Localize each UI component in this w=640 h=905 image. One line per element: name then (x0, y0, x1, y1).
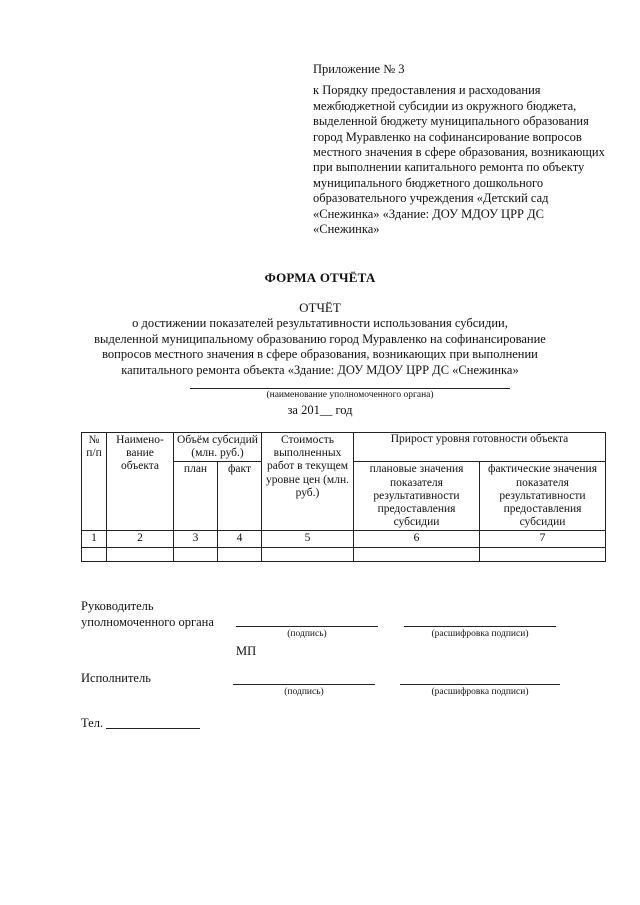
annex-title: Приложение № 3 (313, 62, 405, 76)
annex-line: город Муравленко на софинансирование вопросов (313, 129, 582, 144)
col-number: 6 (354, 531, 480, 547)
header-fact: факт (218, 462, 262, 531)
col-number: 4 (218, 531, 262, 547)
table-cell[interactable] (82, 547, 107, 561)
subtitle-line: вопросов местного значения в сфере образования, возникающих при выполнении (102, 347, 538, 362)
col-number: 3 (174, 531, 218, 547)
subtitle-line: о достижении показателей результативности использования субсидии, (132, 316, 508, 330)
executor-label: Исполнитель (81, 671, 151, 685)
annex-line: «Снежинка» (313, 222, 380, 237)
header-cost: Стоимость выполненных работ в текущем уровне цен (млн. руб.) (262, 433, 354, 531)
head-decoding-caption: (расшифровка подписи) (431, 629, 529, 639)
table-cell[interactable] (480, 547, 606, 561)
phone-label: Тел. (81, 716, 104, 730)
col-number: 7 (480, 531, 606, 547)
header-volume: Объём субсидий (млн. руб.) (174, 433, 262, 462)
head-signature-caption: (подпись) (287, 629, 327, 639)
organ-name-caption: (наименование уполномоченного органа) (266, 390, 434, 400)
phone-line[interactable] (106, 728, 200, 729)
subtitle-line: капитального ремонта объекта «Здание: ДОУ МДОУ ЦРР ДС «Снежинка» (121, 362, 519, 377)
header-planned-values: плановые значения показателя результативности предоставления субсидии (354, 462, 480, 531)
stamp-label: МП (236, 644, 257, 658)
subtitle-line: выделенной муниципальному образованию город Муравленко на софинансирование (94, 331, 546, 346)
report-year: за 201__ год (287, 403, 353, 417)
annex-line: муниципального бюджетного дошкольного (313, 175, 544, 190)
table-cell[interactable] (354, 547, 480, 561)
col-number: 5 (262, 531, 354, 547)
annex-line: межбюджетной субсидии из окружного бюджета, (313, 98, 577, 113)
annex-line: образовательного учреждения «Детский сад (313, 191, 549, 206)
executor-decoding-caption: (расшифровка подписи) (431, 687, 529, 697)
table-cell[interactable] (174, 547, 218, 561)
annex-line: выделенной бюджету муниципального образования (313, 114, 589, 129)
table-cell[interactable] (262, 547, 354, 561)
table-cell[interactable] (107, 547, 174, 561)
organ-name-line (190, 388, 510, 389)
report-title: ОТЧЁТ (299, 300, 341, 315)
header-growth: Прирост уровня готовности объекта (354, 433, 606, 462)
head-label-line: уполномоченного органа (81, 615, 214, 629)
head-decoding-line[interactable] (404, 626, 556, 627)
annex-line: к Порядку предоставления и расходования (313, 83, 541, 98)
header-plan: план (174, 462, 218, 531)
report-subtitle (40, 316, 600, 378)
executor-signature-line[interactable] (233, 684, 375, 685)
table-header-row (82, 433, 606, 462)
table-row (82, 547, 606, 561)
annex-line: «Снежинка» «Здание: ДОУ МДОУ ЦРР ДС (313, 206, 544, 221)
col-number: 1 (82, 531, 107, 547)
header-name: Наимено-вание объекта (107, 433, 174, 531)
form-title: ФОРМА ОТЧЁТА (264, 270, 376, 285)
header-num: № п/п (82, 433, 107, 531)
executor-decoding-line[interactable] (400, 684, 560, 685)
head-label-line: Руководитель (81, 599, 154, 613)
header-actual-values: фактические значения показателя результативности предоставления субсидии (480, 462, 606, 531)
executor-signature-caption: (подпись) (284, 687, 324, 697)
col-number: 2 (107, 531, 174, 547)
annex-line: при выполнении капитального ремонта по объекту (313, 160, 585, 175)
head-signature-line[interactable] (236, 626, 378, 627)
table-cell[interactable] (218, 547, 262, 561)
annex-block (313, 62, 613, 237)
head-label (81, 598, 214, 630)
table-number-row (82, 531, 606, 547)
report-table (81, 432, 606, 562)
annex-line: местного значения в сфере образования, возникающих (313, 145, 605, 160)
